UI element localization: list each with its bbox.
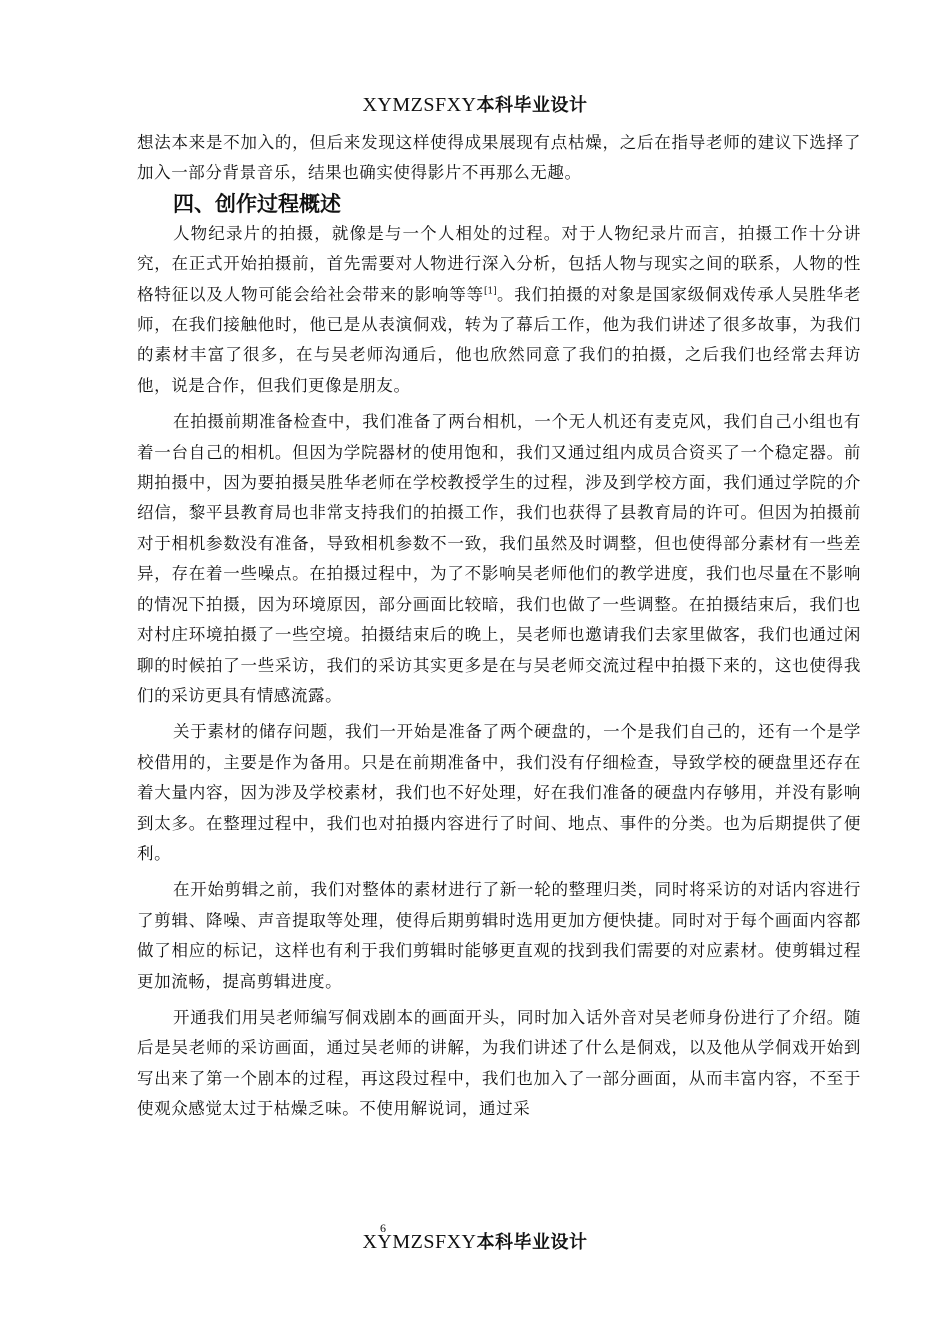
- paragraph-2: 在拍摄前期准备检查中，我们准备了两台相机，一个无人机还有麦克风，我们自己小组也有着一台自己的相机。但因为学院器材的使用饱和，我们又通过组内成员合资买了一个稳定器。前期拍摄中，因为要拍摄吴胜华老师在学校教授学生的过程，涉及到学校方面，我们通过学院的介绍信，黎平县教育局也非常支持我们的拍摄工作，我们也获得了县教育局的许可。但因为拍摄前对于相机参数没有准备，导致相机参数不一致，我们虽然及时调整，但也使得部分素材有一些差异，存在着一些噪点。在拍摄过程中，为了不影响吴老师他们的教学进度，我们也尽量在不影响的情况下拍摄，因为环境原因，部分画面比较暗，我们也做了一些调整。在拍摄结束后，我们也对村庄环境拍摄了一些空境。拍摄结束后的晚上，吴老师也邀请我们去家里做客，我们也通过闲聊的时候拍了一些采访，我们的采访其实更多是在与吴老师交流过程中拍摄下来的，这也使得我们的采访更具有情感流露。: [137, 412, 861, 705]
- body-text: [137, 128, 861, 1125]
- paragraph-1-text-b: 。我们拍摄的对象是国家级侗戏传承人吴胜华老师，在我们接触他时，他已是从表演侗戏，转为了幕后工作，他为我们讲述了很多故事，为我们的素材丰富了很多，在与吴老师沟通后，他也欣然同意了我们的拍摄，之后我们也经常去拜访他，说是合作，但我们更像是朋友。: [137, 284, 861, 395]
- header-code: XYMZSFXY: [362, 94, 477, 116]
- paragraph-5: 开通我们用吴老师编写侗戏剧本的画面开头，同时加入话外音对吴老师身份进行了介绍。随后是吴老师的采访画面，通过吴老师的讲解，为我们讲述了什么是侗戏，以及他从学侗戏开始到写出来了第一个剧本的过程，再这段过程中，我们也加入了一部分画面，从而丰富内容，不至于使观众感觉太过于枯燥乏味。不使用解说词，通过采: [137, 1007, 861, 1119]
- paragraph-1: [137, 219, 861, 401]
- citation-ref: [1]: [483, 286, 497, 297]
- footer-title: 本科毕业设计: [476, 1232, 588, 1253]
- section-heading: 四、创作过程概述: [173, 191, 341, 216]
- page-number: 6: [380, 1221, 386, 1235]
- paragraph-continued: 想法本来是不加入的，但后来发现这样使得成果展现有点枯燥，之后在指导老师的建议下选择了加入一部分背景音乐，结果也确实使得影片不再那么无趣。: [137, 133, 861, 183]
- header-title: 本科毕业设计: [476, 95, 588, 116]
- footer-code: XYMZSFXY: [362, 1231, 477, 1253]
- running-footer: [0, 1227, 950, 1257]
- paragraph-3: 关于素材的储存问题，我们一开始是准备了两个硬盘的，一个是我们自己的，还有一个是学校借用的，主要是作为备用。只是在前期准备中，我们没有仔细检查，导致学校的硬盘里还存在着大量内容，因为涉及学校素材，我们也不好处理，好在我们准备的硬盘内存够用，并没有影响到太多。在整理过程中，我们也对拍摄内容进行了时间、地点、事件的分类。也为后期提供了便利。: [137, 722, 861, 863]
- running-header: [0, 90, 950, 120]
- paragraph-1-text-a: 人物纪录片的拍摄，就像是与一个人相处的过程。对于人物纪录片而言，拍摄工作十分讲究，在正式开始拍摄前，首先需要对人物进行深入分析，包括人物与现实之间的联系，人物的性格特征以及人物可能会给社会带来的影响等等: [137, 223, 861, 304]
- paragraph-4: 在开始剪辑之前，我们对整体的素材进行了新一轮的整理归类，同时将采访的对话内容进行了剪辑、降噪、声音提取等处理，使得后期剪辑时选用更加方便快捷。同时对于每个画面内容都做了相应的标记，这样也有利于我们剪辑时能够更直观的找到我们需要的对应素材。使剪辑过程更加流畅，提高剪辑进度。: [137, 880, 861, 991]
